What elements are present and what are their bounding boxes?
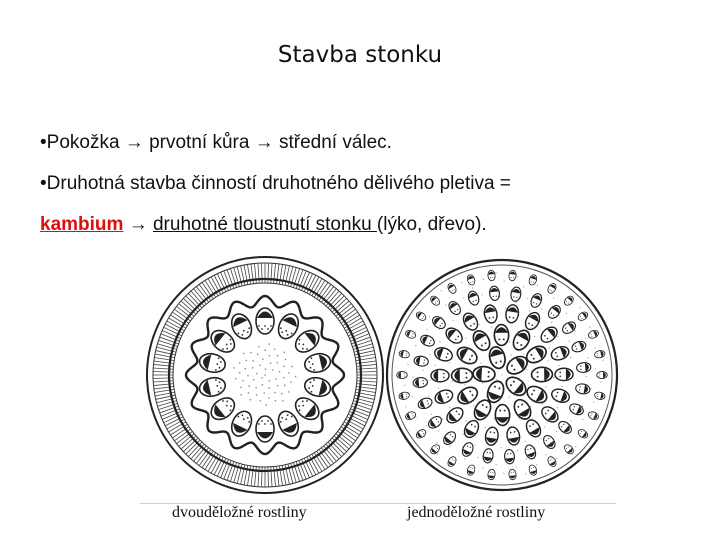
bullet-epidermis: •Pokožka → prvotní kůra → střední válec. — [40, 132, 392, 153]
ground-tissue-cell — [547, 360, 548, 361]
ground-tissue-cell — [423, 370, 424, 371]
ground-tissue-cell — [509, 342, 510, 343]
ground-tissue-cell — [590, 388, 591, 389]
ground-tissue-cell — [482, 382, 483, 383]
ground-tissue-cell — [452, 381, 453, 382]
vascular-bundle — [451, 368, 472, 383]
ground-tissue-cell — [588, 357, 589, 358]
ground-tissue-cell — [483, 468, 484, 469]
pith-cell — [288, 391, 290, 393]
pith-cell — [283, 365, 285, 367]
ground-tissue-cell — [441, 290, 442, 291]
vascular-bundle — [531, 367, 552, 382]
ground-tissue-cell — [449, 362, 450, 363]
ground-tissue-cell — [569, 341, 570, 342]
pith-cell — [258, 346, 260, 348]
ground-tissue-cell — [541, 308, 542, 309]
ground-tissue-cell — [449, 407, 450, 408]
ground-tissue-cell — [426, 425, 427, 426]
ground-tissue-cell — [445, 304, 446, 305]
ground-tissue-cell — [545, 454, 546, 455]
ground-tissue-cell — [508, 397, 509, 398]
vascular-bundle — [256, 308, 274, 334]
pith-cell — [290, 381, 292, 383]
ground-tissue-cell — [600, 381, 601, 382]
secondary-thickening-text: druhotné tloustnutí stonku — [152, 214, 377, 235]
ground-tissue-cell — [525, 473, 526, 474]
ground-tissue-cell — [503, 473, 504, 474]
pith-cell — [255, 387, 257, 389]
ground-tissue-cell — [595, 368, 596, 369]
pith-cell — [239, 362, 241, 364]
pith-cell — [282, 400, 284, 402]
ground-tissue-cell — [429, 316, 430, 317]
ground-tissue-cell — [526, 458, 527, 459]
ground-tissue-cell — [558, 336, 559, 337]
ground-tissue-cell — [431, 413, 432, 414]
pith-cell — [250, 352, 252, 354]
pith-cell — [265, 404, 267, 406]
ground-tissue-cell — [464, 384, 465, 385]
bullet-cambium — [40, 204, 700, 245]
ground-tissue-cell — [415, 331, 416, 332]
vascular-bundle — [597, 371, 607, 378]
ground-tissue-cell — [556, 458, 557, 459]
vascular-bundle — [494, 324, 509, 345]
ground-tissue-cell — [434, 365, 435, 366]
pith-cell — [247, 375, 249, 377]
ground-tissue-cell — [462, 434, 463, 435]
pith-cell — [285, 359, 287, 361]
pith-cell — [269, 355, 271, 357]
ground-tissue-cell — [544, 426, 545, 427]
ground-tissue-cell — [536, 464, 537, 465]
pith-cell — [256, 394, 258, 396]
ground-tissue-cell — [474, 445, 475, 446]
bullet-list — [40, 122, 700, 245]
ground-tissue-cell — [415, 417, 416, 418]
vascular-bundle — [495, 404, 510, 425]
ground-tissue-cell — [570, 420, 571, 421]
pith-cell — [265, 368, 267, 370]
pith-cell — [277, 355, 279, 357]
pith-cell — [269, 380, 271, 382]
pith-cell — [253, 379, 255, 381]
ground-tissue-cell — [530, 406, 531, 407]
ground-tissue-cell — [534, 336, 535, 337]
ground-tissue-cell — [412, 396, 413, 397]
ground-tissue-cell — [429, 354, 430, 355]
pith-cell — [295, 376, 297, 378]
ground-tissue-cell — [436, 442, 437, 443]
ground-tissue-cell — [493, 418, 494, 419]
pith-cell — [264, 349, 266, 351]
ground-tissue-cell — [566, 313, 567, 314]
pith-cell — [275, 378, 277, 380]
ground-tissue-cell — [504, 280, 505, 281]
ground-tissue-cell — [438, 388, 439, 389]
ground-tissue-cell — [589, 327, 590, 328]
ground-tissue-cell — [557, 407, 558, 408]
pith-cell — [269, 343, 271, 345]
ground-tissue-cell — [501, 374, 502, 375]
ground-tissue-cell — [515, 466, 516, 467]
ground-tissue-cell — [586, 376, 587, 377]
ground-tissue-cell — [429, 380, 430, 381]
ground-tissue-cell — [570, 357, 571, 358]
ground-tissue-cell — [482, 294, 483, 295]
ground-tissue-cell — [527, 298, 528, 299]
ground-tissue-cell — [545, 386, 546, 387]
pith-cell — [264, 374, 266, 376]
pith-cell — [283, 377, 285, 379]
vascular-bundle — [397, 371, 407, 378]
pith-cell — [245, 368, 247, 370]
vascular-bundle — [256, 416, 274, 442]
ground-tissue-cell — [542, 403, 543, 404]
pith-cell — [268, 387, 270, 389]
pith-cell — [279, 371, 281, 373]
ground-tissue-cell — [585, 338, 586, 339]
ground-tissue-cell — [442, 419, 443, 420]
monocot-stem-cross-section — [387, 260, 617, 490]
ground-tissue-cell — [593, 401, 594, 402]
ground-tissue-cell — [495, 272, 496, 273]
pith-cell — [268, 397, 270, 399]
ground-tissue-cell — [558, 365, 559, 366]
pith-cell — [274, 349, 276, 351]
pith-cell — [275, 400, 277, 402]
vascular-bundle — [431, 369, 449, 382]
pith-cell — [284, 385, 286, 387]
pith-cell — [259, 365, 261, 367]
ground-tissue-cell — [439, 329, 440, 330]
pith-cell — [243, 353, 245, 355]
vascular-bundle — [555, 368, 573, 381]
ground-tissue-cell — [575, 446, 576, 447]
ground-tissue-cell — [561, 386, 562, 387]
pith-cell — [242, 380, 244, 382]
pith-cell — [257, 354, 259, 356]
ground-tissue-cell — [526, 369, 527, 370]
ground-tissue-cell — [551, 322, 552, 323]
ground-tissue-cell — [465, 338, 466, 339]
ground-tissue-cell — [517, 450, 518, 451]
pith-cell — [274, 392, 276, 394]
ground-tissue-cell — [541, 438, 542, 439]
ground-tissue-cell — [483, 279, 484, 280]
ground-tissue-cell — [428, 396, 429, 397]
stem-cross-sections-figure — [140, 248, 620, 504]
ground-tissue-cell — [480, 362, 481, 363]
ground-tissue-cell — [496, 464, 497, 465]
caption-dicot: dvouděložné rostliny — [172, 504, 307, 521]
ground-tissue-cell — [438, 430, 439, 431]
pith-cell — [262, 384, 264, 386]
phloem-xylem-text: (lýko, dřevo). — [376, 214, 487, 235]
ground-tissue-cell — [491, 326, 492, 327]
ground-tissue-cell — [553, 297, 554, 298]
ground-tissue-cell — [437, 454, 438, 455]
pith-cell — [248, 392, 250, 394]
ground-tissue-cell — [404, 385, 405, 386]
ground-tissue-cell — [496, 379, 497, 380]
ground-tissue-cell — [574, 330, 575, 331]
pith-cell — [288, 372, 290, 374]
ground-tissue-cell — [582, 406, 583, 407]
ground-tissue-cell — [575, 382, 576, 383]
ground-tissue-cell — [517, 276, 518, 277]
ground-tissue-cell — [485, 426, 486, 427]
pith-cell — [240, 387, 242, 389]
ground-tissue-cell — [463, 297, 464, 298]
pith-cell — [270, 362, 272, 364]
ground-tissue-cell — [595, 348, 596, 349]
ground-tissue-cell — [461, 282, 462, 283]
pith-cell — [277, 385, 279, 387]
ground-tissue-cell — [466, 420, 467, 421]
pith-cell — [252, 367, 254, 369]
pith-cell — [248, 385, 250, 387]
caption-monocot: jednoděložné rostliny — [407, 504, 546, 521]
ground-tissue-cell — [464, 458, 465, 459]
pith-cell — [240, 394, 242, 396]
ground-tissue-cell — [582, 419, 583, 420]
ground-tissue-cell — [426, 329, 427, 330]
ground-tissue-cell — [412, 376, 413, 377]
ground-tissue-cell — [415, 345, 416, 346]
ground-tissue-cell — [549, 348, 550, 349]
ground-tissue-cell — [500, 447, 501, 448]
ground-tissue-cell — [553, 377, 554, 378]
pith-cell — [260, 400, 262, 402]
pith-cell — [263, 392, 265, 394]
pith-cell — [277, 362, 279, 364]
pith-cell — [256, 373, 258, 375]
pith-cell — [281, 393, 283, 395]
pith-cell — [250, 399, 252, 401]
arrow-text: → — [123, 214, 153, 235]
pith-cell — [245, 360, 247, 362]
ground-tissue-cell — [602, 359, 603, 360]
pith-cell — [272, 369, 274, 371]
ground-tissue-cell — [405, 406, 406, 407]
pith-cell — [233, 367, 235, 369]
ground-tissue-cell — [525, 441, 526, 442]
pith-cell — [235, 378, 237, 380]
pith-cell — [284, 352, 286, 354]
ground-tissue-cell — [439, 341, 440, 342]
bullet-secondary-structure: •Druhotná stavba činností druhotného dělivého pletiva = — [40, 173, 511, 194]
ground-tissue-cell — [556, 431, 557, 432]
pith-cell — [252, 360, 254, 362]
vascular-bundle — [473, 366, 496, 382]
ground-tissue-cell — [449, 446, 450, 447]
ground-tissue-cell — [472, 287, 473, 288]
ground-tissue-cell — [453, 320, 454, 321]
ground-tissue-cell — [478, 324, 479, 325]
pith-cell — [239, 372, 241, 374]
ground-tissue-cell — [473, 405, 474, 406]
ground-tissue-cell — [505, 308, 506, 309]
cambium-keyword: kambium — [40, 214, 124, 235]
stem-diagram — [140, 248, 620, 504]
ground-tissue-cell — [580, 307, 581, 308]
ground-tissue-cell — [478, 457, 479, 458]
ground-tissue-cell — [523, 286, 524, 287]
slide-title: Stavba stonku — [277, 42, 443, 68]
ground-tissue-cell — [511, 354, 512, 355]
pith-cell — [261, 377, 263, 379]
ground-tissue-cell — [522, 353, 523, 354]
ground-tissue-cell — [529, 310, 530, 311]
pith-cell — [291, 366, 293, 368]
ground-tissue-cell — [537, 285, 538, 286]
ground-tissue-cell — [407, 364, 408, 365]
pith-cell — [262, 358, 264, 360]
dicot-stem-cross-section — [147, 257, 383, 493]
